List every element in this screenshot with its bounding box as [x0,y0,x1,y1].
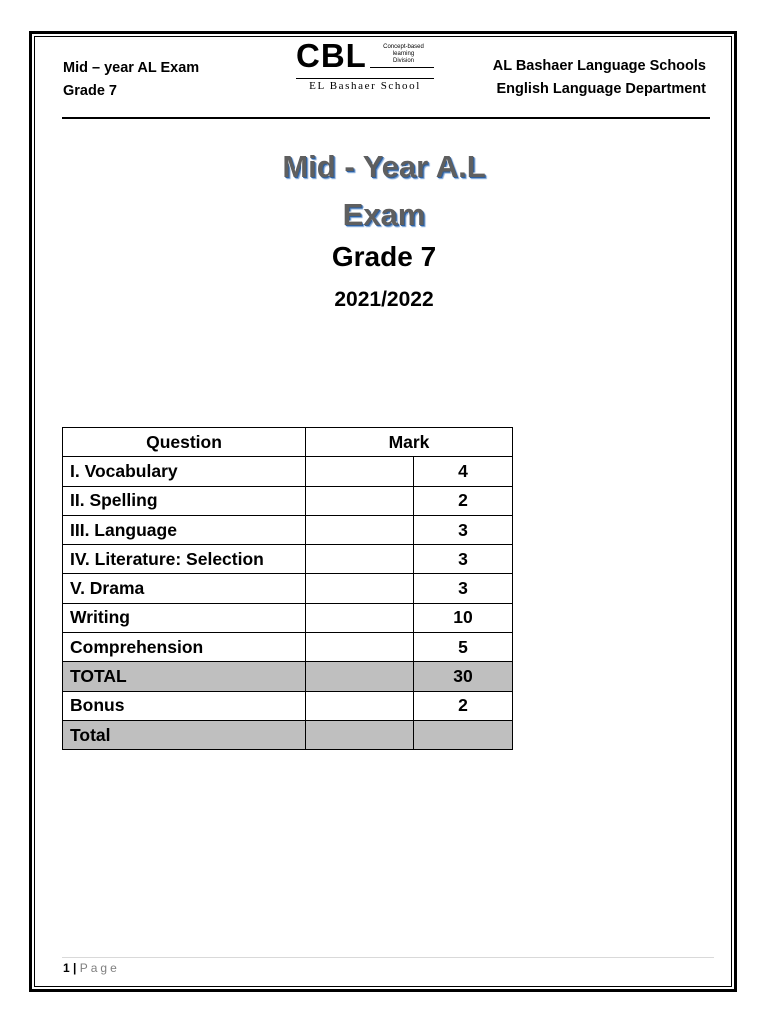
header-grade: Grade 7 [63,83,117,99]
page-separator: | [73,961,77,975]
title-year: 2021/2022 [334,288,434,311]
table-row-total [63,662,513,691]
mark-cell: 10 [414,603,513,632]
logo-division-line3: Division [392,58,414,64]
score-cell [306,545,414,574]
mark-cell: 4 [414,457,513,486]
mark-cell: 3 [414,545,513,574]
header-exam-name: Mid – year AL Exam [63,60,200,76]
header-divider [62,117,710,119]
logo-divider-long [296,78,434,79]
mark-cell: 2 [414,486,513,515]
footer [63,961,120,975]
mark-cell: 30 [414,662,513,691]
question-cell: IV. Literature: Selection [63,545,306,574]
score-cell [306,691,414,720]
score-cell [306,720,414,749]
question-cell: Comprehension [63,633,306,662]
question-cell: III. Language [63,515,306,544]
logo-division-line1: Concept-based [383,44,424,50]
footer-divider [62,957,714,958]
score-cell [306,574,414,603]
header-right [493,55,706,101]
table-row-final-total [63,720,513,749]
logo-letters: CBL [296,37,367,74]
header-school: AL Bashaer Language Schools [492,58,706,74]
header-department: English Language Department [496,81,706,97]
marks-table [62,427,513,750]
cbl-logo [296,37,436,96]
score-cell [306,515,414,544]
mark-cell: 3 [414,574,513,603]
score-cell [306,486,414,515]
table-row [63,603,513,632]
question-cell: Total [63,720,306,749]
score-cell [306,633,414,662]
question-cell: V. Drama [63,574,306,603]
logo-division-text [371,44,436,65]
col-question-header: Question [63,428,306,457]
mark-cell: 3 [414,515,513,544]
table-header-row [63,428,513,457]
mark-cell: 5 [414,633,513,662]
title-line1: Mid - Year A.L [282,149,486,184]
question-cell: TOTAL [63,662,306,691]
title-line2: Exam [342,197,426,232]
score-cell [306,662,414,691]
question-cell: Writing [63,603,306,632]
title-grade: Grade 7 [331,241,437,272]
table-row [63,574,513,603]
page-number: 1 [63,961,70,975]
score-cell [306,603,414,632]
logo-school-name: EL Bashaer School [309,80,421,92]
table-row [63,545,513,574]
page-label: Page [79,961,120,975]
question-cell: Bonus [63,691,306,720]
question-cell: I. Vocabulary [63,457,306,486]
question-cell: II. Spelling [63,486,306,515]
table-row [63,486,513,515]
header-left [63,57,199,103]
logo-divider-short [370,67,434,68]
mark-cell: 2 [414,691,513,720]
table-row [63,515,513,544]
logo-division-line2: learning [392,51,415,57]
score-cell [306,457,414,486]
mark-cell [414,720,513,749]
table-row [63,457,513,486]
table-row [63,633,513,662]
table-row [63,691,513,720]
col-mark-header: Mark [306,428,513,457]
